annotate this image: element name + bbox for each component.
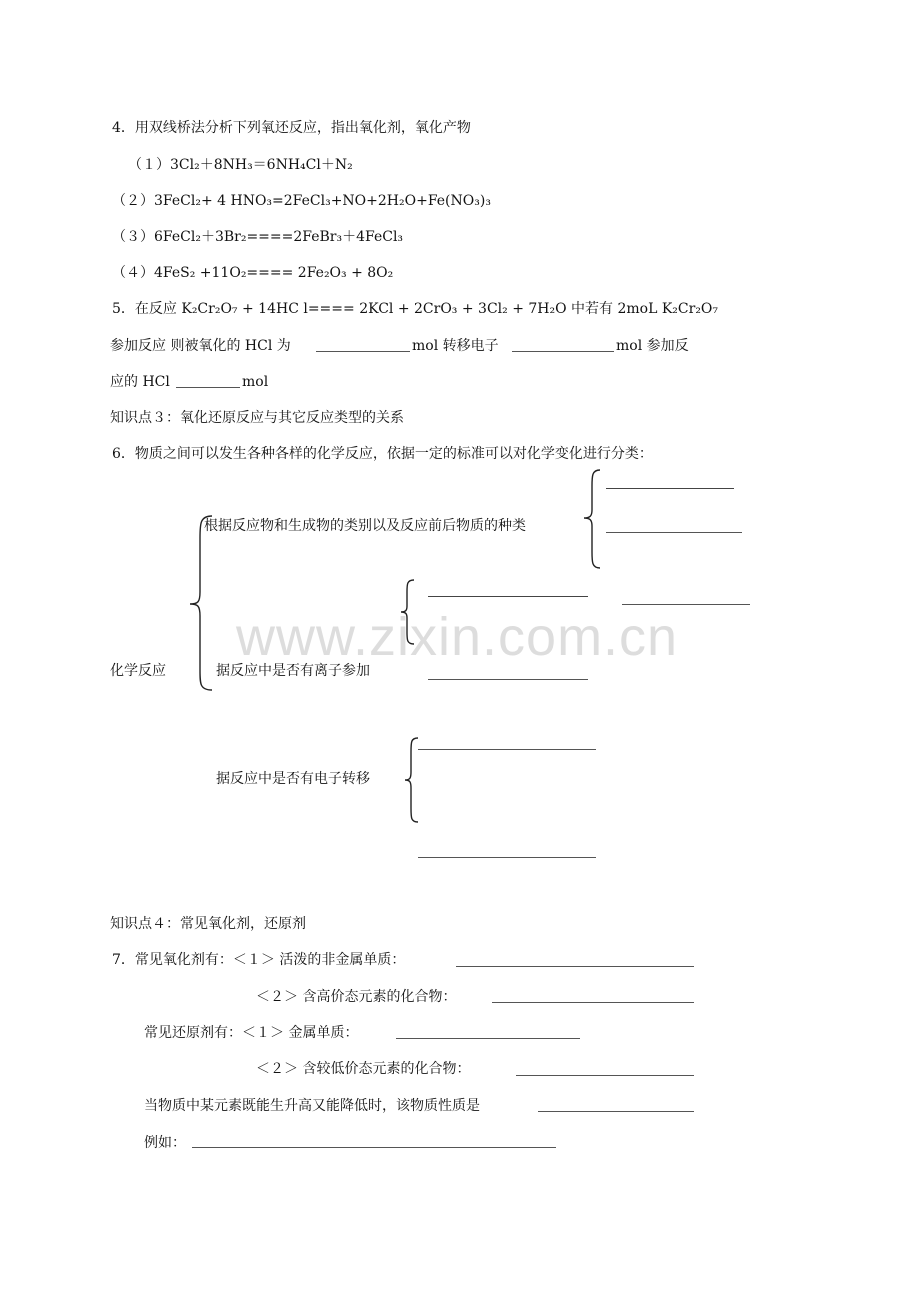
blank-branch-3b[interactable] [418, 857, 596, 858]
q7-blank-property[interactable] [538, 1111, 694, 1112]
q5-line-2b: mol 转移电子 [412, 338, 499, 354]
q4-title: 4．用双线桥法分析下列氧还反应，指出氧化剂，氧化产物 [112, 120, 471, 136]
blank-branch-1a[interactable] [606, 488, 734, 489]
q7-oxidants-2: ＜２＞ 含高价态元素的化合物： [256, 989, 457, 1005]
q7-blank-oxidants-2[interactable] [492, 1002, 694, 1003]
q6-title: 6．物质之间可以发生各种各样的化学反应，依据一定的标准可以对化学变化进行分类： [112, 446, 653, 462]
q4-reaction-3: （３）6FeCl₂＋3Br₂====2FeBr₃＋4FeCl₃ [112, 229, 404, 245]
q7-example: 例如： [144, 1135, 186, 1151]
q5-blank-reacting-hcl[interactable] [176, 387, 240, 388]
branch-electron-transfer: 据反应中是否有电子转移 [216, 771, 370, 787]
q7-blank-reductants-1[interactable] [396, 1038, 580, 1039]
q4-reaction-4: （４）4FeS₂ +11O₂==== 2Fe₂O₃ + 8O₂ [112, 265, 394, 281]
blank-branch-3a[interactable] [418, 749, 596, 750]
q7-reductants-2: ＜２＞ 含较低价态元素的化合物： [256, 1061, 471, 1077]
q5-line-1: 5．在反应 K₂Cr₂O₇ + 14HC l==== 2KCl + 2CrO₃ + 3Cl₂ + 7H₂O 中若有 2moL K₂Cr₂O₇ [112, 301, 719, 317]
q5-line-3a: 应的 HCl [110, 374, 170, 390]
q5-line-2a: 参加反应 则被氧化的 HCl 为 [110, 338, 291, 354]
brace-branch-1 [580, 468, 604, 570]
q7-blank-reductants-2[interactable] [516, 1075, 694, 1076]
branch-ion-participation: 据反应中是否有离子参加 [216, 663, 370, 679]
q5-blank-oxidized-hcl[interactable] [316, 351, 410, 352]
q7-both-property: 当物质中某元素既能生升高又能降低时，该物质性质是 [144, 1098, 480, 1114]
watermark: www.zixin.com.cn [236, 607, 679, 667]
main-brace [186, 514, 216, 692]
q7-oxidants-1: 7．常见氧化剂有：＜１＞ 活泼的非金属单质： [112, 952, 406, 968]
branch-reactant-product: 根据反应物和生成物的类别以及反应前后物质的种类 [204, 518, 526, 534]
q7-blank-example[interactable] [192, 1147, 556, 1148]
q4-reaction-1: （１）3Cl₂＋8NH₃＝6NH₄Cl＋N₂ [128, 157, 353, 173]
q4-reaction-2: （２）3FeCl₂+ 4 HNO₃=2FeCl₃+NO+2H₂O+Fe(NO₃)₃ [112, 193, 491, 209]
kp4-title: 知识点４：常见氧化剂，还原剂 [110, 916, 306, 932]
q7-blank-oxidants-1[interactable] [456, 966, 694, 967]
q5-line-3b: mol [242, 374, 269, 390]
q7-reductants-1: 常见还原剂有：＜１＞ 金属单质： [144, 1025, 359, 1041]
q5-blank-electrons[interactable] [512, 351, 614, 352]
blank-branch-2c[interactable] [428, 679, 588, 680]
blank-branch-1b[interactable] [606, 532, 742, 533]
q5-line-2c: mol 参加反 [616, 338, 689, 354]
root-chemical-reaction: 化学反应 [110, 663, 166, 679]
blank-branch-2b[interactable] [622, 604, 750, 605]
blank-branch-2a[interactable] [428, 596, 588, 597]
kp3-title: 知识点３：氧化还原反应与其它反应类型的关系 [110, 410, 404, 426]
